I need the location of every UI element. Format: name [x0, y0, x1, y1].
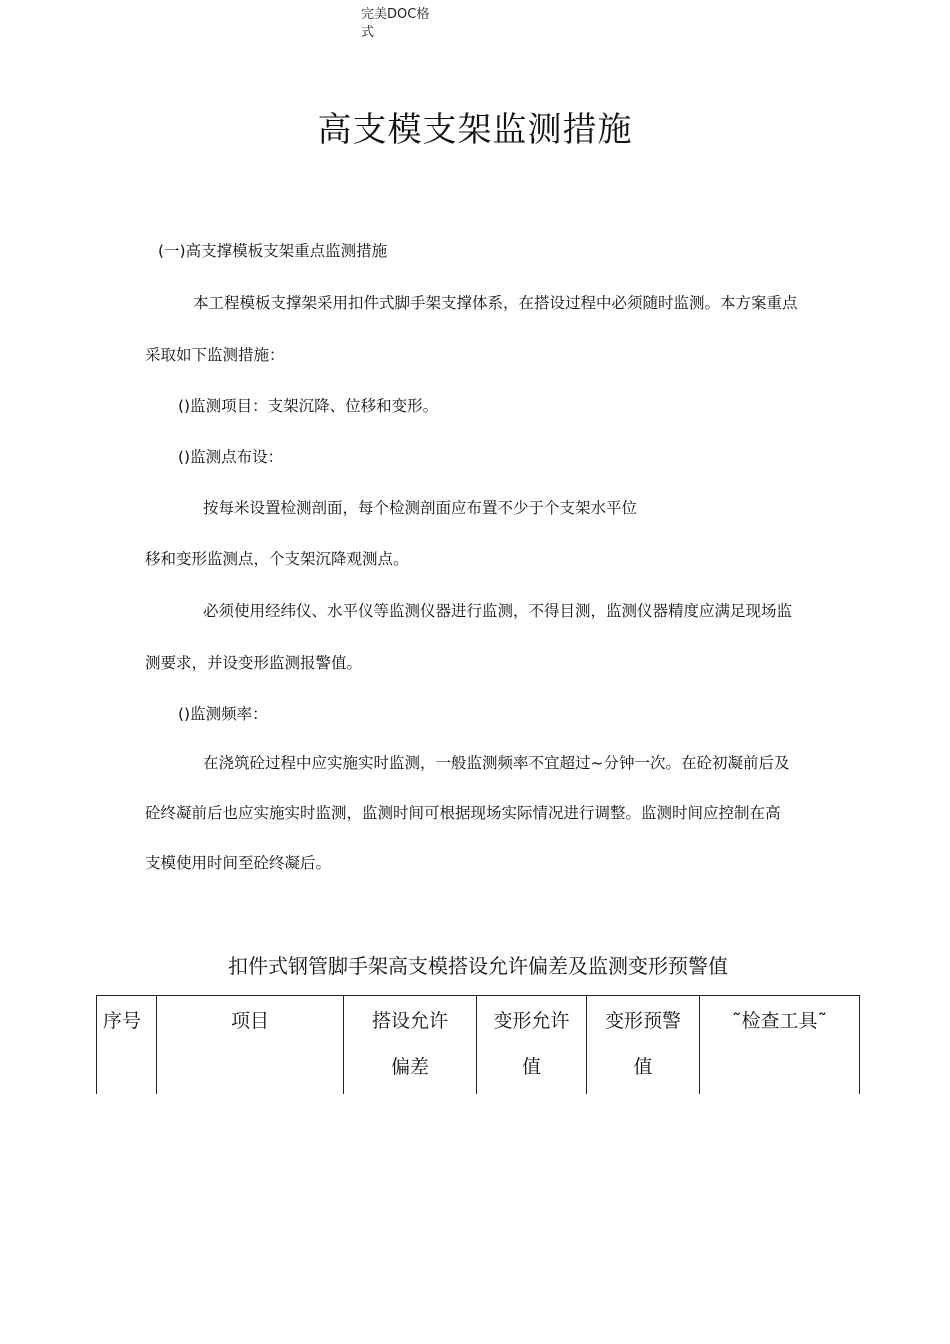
deviation-table — [96, 995, 860, 1094]
monitoring-item-2: ()监测点布设： — [178, 448, 284, 466]
section-heading: (一)高支撑模板支架重点监测措施 — [158, 242, 388, 260]
header-line-2: 式 — [361, 25, 375, 40]
instrument-text-line-1: 必须使用经纬仪、水平仪等监测仪器进行监测，不得目测，监测仪器精度应满足现场监 — [203, 602, 793, 620]
intro-line-2: 采取如下监测措施： — [145, 346, 285, 364]
frequency-text-line-3: 支模使用时间至砼终凝后。 — [145, 854, 332, 872]
table-title: 扣件式钢管脚手架高支模搭设允许偏差及监测变形预警值 — [228, 954, 728, 978]
layout-text-line-1: 按每米设置检测剖面，每个检测剖面应布置不少于个支架水平位 — [203, 499, 638, 517]
document-title: 高支模支架监测措施 — [317, 110, 633, 150]
header-cell-allowed-deviation: 搭设允许 偏差 — [344, 996, 477, 1095]
monitoring-item-3: ()监测频率： — [178, 705, 268, 723]
header-cell-item: 项目 — [157, 996, 344, 1095]
page-header — [361, 6, 429, 42]
monitoring-item-1: ()监测项目：支架沉降、位移和变形。 — [178, 397, 439, 415]
header-cell-allowed-deformation: 变形允许 值 — [477, 996, 587, 1095]
header-cell-inspection-tool: ˜检查工具˜ — [700, 996, 860, 1095]
header-line-1: 完美DOC格 — [361, 7, 430, 22]
header-cell-index: 序号 — [97, 996, 157, 1095]
header-cell-warning-value: 变形预警 值 — [587, 996, 700, 1095]
instrument-text-line-2: 测要求，并设变形监测报警值。 — [145, 654, 363, 672]
frequency-text-line-2: 砼终凝前后也应实施实时监测，监测时间可根据现场实际情况进行调整。监测时间应控制在高 — [145, 804, 781, 822]
intro-line-1: 本工程模板支撑架采用扣件式脚手架支撑体系，在搭设过程中必须随时监测。本方案重点 — [193, 294, 798, 312]
table-header-row — [97, 996, 860, 1095]
frequency-text-line-1: 在浇筑砼过程中应实施实时监测，一般监测频率不宜超过~分钟一次。在砼初凝前后及 — [203, 754, 790, 772]
layout-text-line-2: 移和变形监测点，个支架沉降观测点。 — [145, 550, 409, 568]
